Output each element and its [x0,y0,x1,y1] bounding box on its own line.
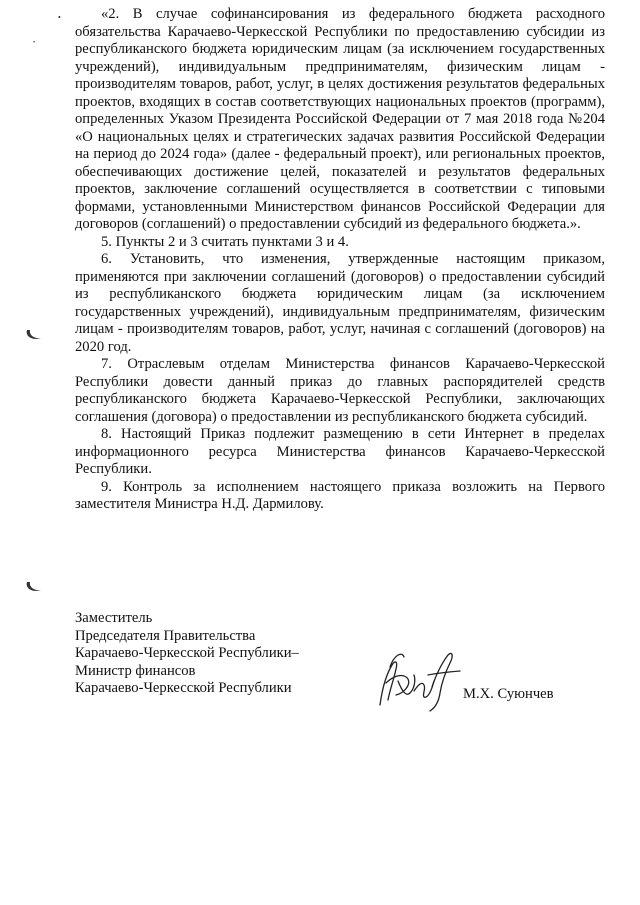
signatory-title [75,610,299,698]
signatory-title-line: Заместитель [75,610,153,626]
signatory-title-line: Карачаево-Черкесской Республики– [75,645,299,661]
punch-hole-mark [24,580,44,594]
signatory-title-line: Карачаево-Черкесской Республики [75,680,292,696]
signatory-title-line: Министр финансов [75,662,196,679]
signer-name: М.Х. Суюнчев [463,686,554,702]
punch-hole-mark [24,328,44,342]
document-body [75,6,605,514]
scan-dot: • [33,40,36,46]
paragraph-clause-2: «2. В случае софинансирования из федерального бюджета расходного обязательства Карачаево-Черкесской Республики по предоставлению субсидии из республиканского бюджета юридическим лицам (за исключением государственных учреждений), индивидуальным предпринимателям, физическим лицам - производителям товаров, работ, услуг, в целях достижения результатов федеральных проектов, входящих в состав соответствующих национальных проектов (программ), определенных Указом Президента Российской Федерации от 7 мая 2018 года №204 «О национальных целях и стратегических задачах развития Российской Федерации на период до 2024 года» (далее - федеральный проект), или региональных проектов, обеспечивающих достижение целей, показателей и результатов федеральных проектов, заключение соглашений осуществляется в соответствии с типовыми формами, установленными Министерством финансов Российской Федерации для договоров (соглашений) о предоставлении субсидий из федерального бюджета.». [75,6,605,232]
paragraph-9: 9. Контроль за исполнением настоящего приказа возложить на Первого заместителя Министра Н.Д. Дармилову. [75,478,605,512]
paragraph-8: 8. Настоящий Приказ подлежит размещению в сети Интернет в пределах информационного ресурса Министерства финансов Карачаево-Черкесской Республики. [75,426,605,477]
handwritten-signature [368,645,468,715]
signatory-title-line: Председателя Правительства [75,627,256,644]
scan-dot: • [58,13,61,22]
paragraph-6: 6. Установить, что изменения, утвержденные настоящим приказом, применяются при заключении соглашений (договоров) о предоставлении субсидий из республиканского бюджета юридическим лицам (за исключением государственных учреждений), индивидуальным предпринимателям, физическим лицам - производителям товаров, работ, услуг, начиная с соглашений (договоров) на 2020 год. [75,251,605,355]
paragraph-7: 7. Отраслевым отделам Министерства финансов Карачаево-Черкесской Республики довести данный приказ до главных распорядителей средств республиканского бюджета Карачаево-Черкесской Республики, заключающих соглашения (договора) о предоставлении из республиканского бюджета субсидий. [75,356,605,425]
paragraph-5: 5. Пункты 2 и 3 считать пунктами 3 и 4. [101,233,349,250]
